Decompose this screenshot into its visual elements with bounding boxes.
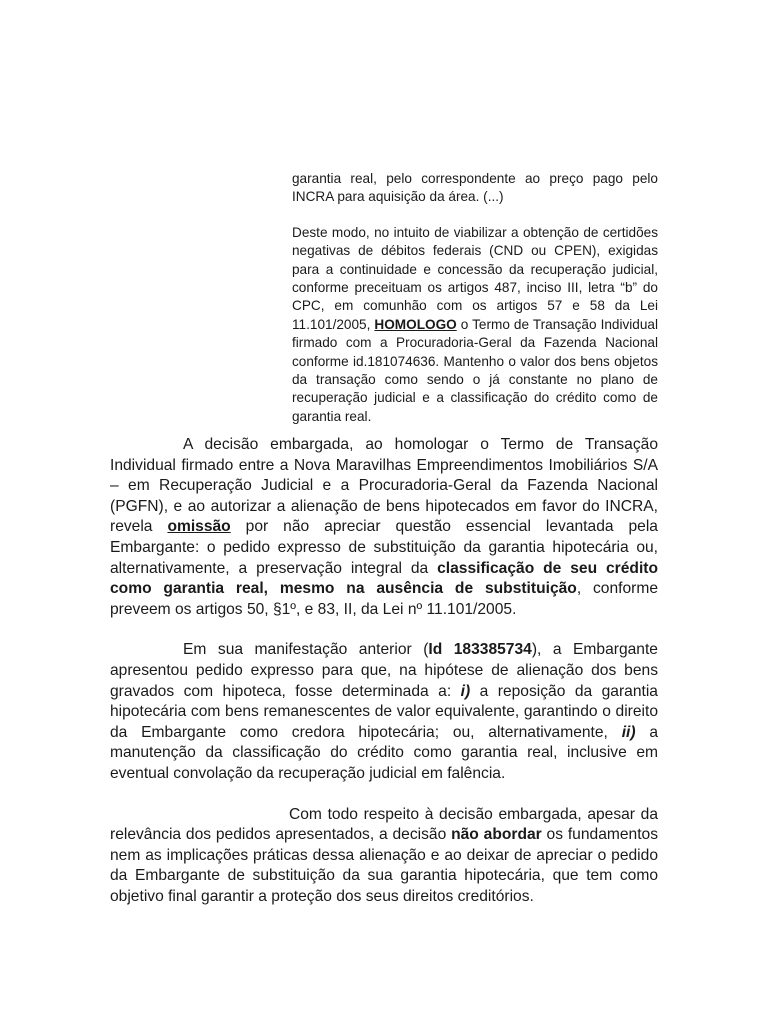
body-text-run: Com todo respeito à decisão embargada, apesar da relevância dos pedidos apresentados, a decisão xyxy=(110,805,658,844)
homologo-emphasis: HOMOLOGO xyxy=(374,316,457,332)
body-text-run: , conforme preveem os artigos 50, §1º, e 83, II, da Lei nº 11.101/2005. xyxy=(110,580,658,618)
item-ii-marker: ii) xyxy=(621,723,636,741)
quote-paragraph-2 xyxy=(292,224,658,426)
quote-text: Deste modo, no intuito de viabilizar a obtenção de certidões negativas de débitos federais (CND ou CPEN), exigidas para a continuidade e concessão da recuperação judicial, conforme preceituam os artigos 487, inciso III, letra “b” do CPC, em comunhão com os artigos 57 e 58 da Lei 11.101/2005, xyxy=(292,224,658,332)
body-text-run: a reposição da garantia hipotecária com bens remanescentes de valor equivalente, garantindo o direito da Embargante como credora hipotecária; ou, alternativamente, xyxy=(110,682,658,741)
nao-abordar-emphasis: não abordar xyxy=(451,826,542,844)
body-text-run: ), a Embargante apresentou pedido expresso para que, na hipótese de alienação dos bens gravados com hipoteca, fosse determinada a: xyxy=(110,641,658,700)
body-text-run: por não apreciar questão essencial levantada pela Embargante: o pedido expresso de substituição da garantia hipotecária ou, alternativamente, a preservação integral da xyxy=(110,518,658,577)
id-emphasis: Id 183385734 xyxy=(428,641,532,659)
classification-emphasis: classificação de seu crédito como garantia real, mesmo na ausência de substituição xyxy=(110,559,658,598)
item-i-marker: i) xyxy=(460,682,471,700)
body-text-run: Em sua manifestação anterior ( xyxy=(183,641,429,659)
body-text-run: os fundamentos nem as implicações práticas dessa alienação e ao deixar de apreciar o pedido da Embargante de substituição da sua garantia hipotecária, que tem como objetivo final garantir a proteção dos seus direitos creditórios. xyxy=(110,826,659,905)
body-text-run: a manutenção da classificação do crédito como garantia real, inclusive em eventual convolação da recuperação judicial em falência. xyxy=(110,723,658,782)
block-quote xyxy=(292,170,658,443)
body-text xyxy=(110,435,658,927)
body-paragraph-2 xyxy=(110,640,658,784)
body-paragraph-3 xyxy=(110,805,658,908)
omissao-emphasis: omissão xyxy=(167,518,231,536)
body-paragraph-1 xyxy=(110,435,658,620)
quote-paragraph-1 xyxy=(292,170,658,207)
body-text-run: A decisão embargada, ao homologar o Termo de Transação Individual firmado entre a Nova Maravilhas Empreendimentos Imobiliários S/A – em Recuperação Judicial e a Procuradoria-Geral da Fazenda Nacional (PGFN), e ao autorizar a alienação de bens hipotecados em favor do INCRA, revela xyxy=(110,436,658,536)
quote-text: o Termo de Transação Individual firmado com a Procuradoria-Geral da Fazenda Nacional conforme id.181074636. Mantenho o valor dos bens objetos da transação como sendo o já constante no plano de recuperação judicial e a classificação do crédito como de garantia real. xyxy=(292,316,659,424)
quote-text: garantia real, pelo correspondente ao preço pago pelo INCRA para aquisição da área. (...) xyxy=(292,171,658,205)
